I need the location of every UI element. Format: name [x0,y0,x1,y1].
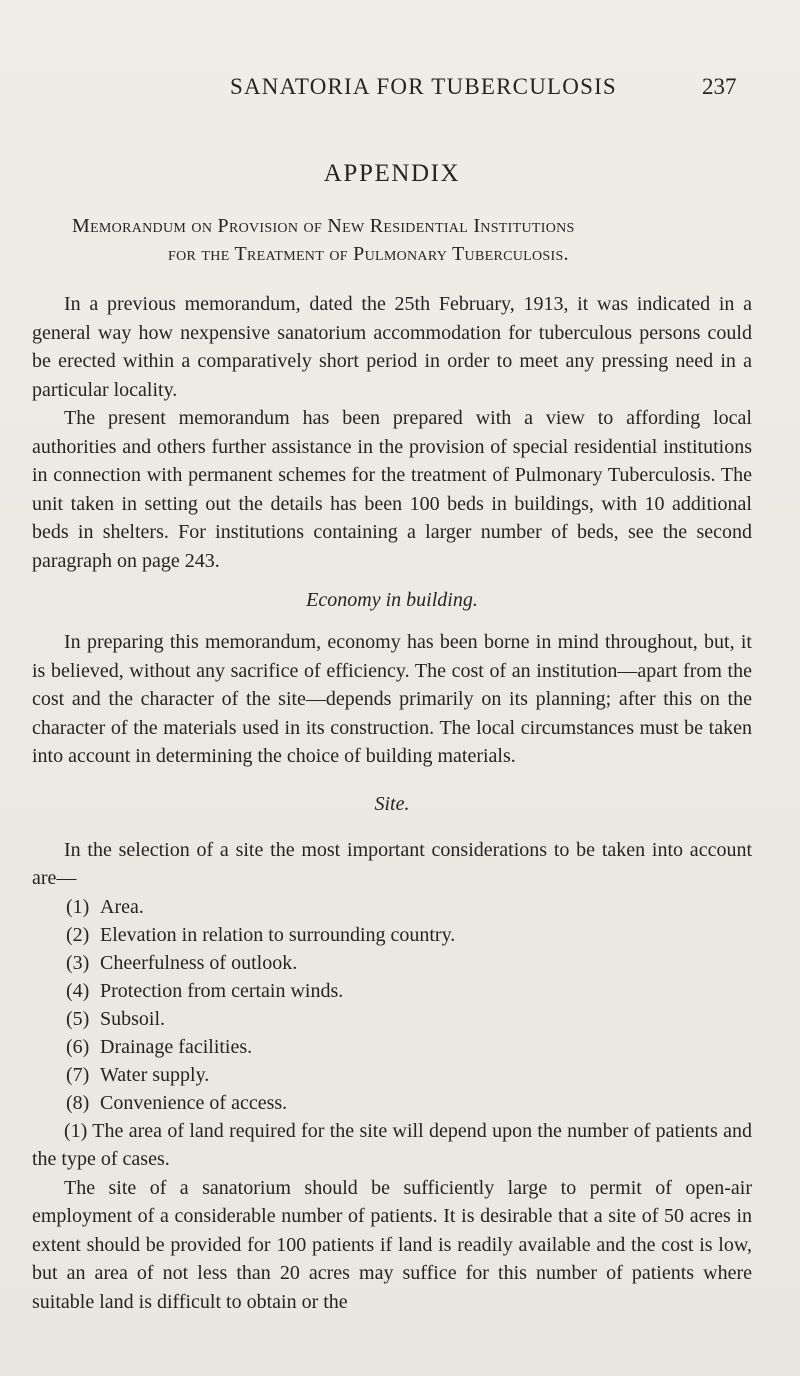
list-item [66,1089,752,1117]
list-item-text: Area. [100,895,144,918]
site-size-paragraph: The site of a sanatorium should be sufficiently large to permit of open-air employment of a considerable number of patients. It is desirable that a site of 50 acres in extent should be provided for 100 patients if land is readily available and the cost is low, but an area of not less than 20 acres may suffice for this number of patients where suitable land is difficult to obtain or the [32,1176,752,1313]
list-item-text: Drainage facilities. [100,1035,253,1058]
list-item-number: (5) [66,1007,90,1030]
economy-paragraph: In preparing this memorandum, economy has been borne in mind throughout, but, it is believed, without any sacrifice of efficiency. The cost of an institution—apart from the cost and the character of the site—depends primarily on its planning; after this on the character of the materials used in its construction. The local circumstances must be taken into account in determining the choice of building materials. [32,631,752,767]
appendix-title: APPENDIX [323,160,461,187]
page-number: 237 [702,74,737,99]
list-item-number: (7) [66,1063,90,1086]
memorandum-heading-line-2: for the Treatment of Pulmonary Tuberculosis. [168,243,569,265]
list-item-text: Protection from certain winds. [100,979,344,1002]
site-considerations-list [32,893,752,1117]
list-item-text: Subsoil. [100,1007,166,1030]
list-item-number: (1) [66,895,90,918]
memorandum-heading [32,212,752,268]
list-item-number: (8) [66,1091,90,1114]
site-section-title: Site. [374,792,410,815]
list-item-number: (6) [66,1035,90,1058]
list-item [66,1005,752,1033]
list-item-number: (3) [66,951,90,974]
site-intro-paragraph: In the selection of a site the most important considerations to be taken into account are— [32,838,752,889]
list-item [66,921,752,949]
list-item-number: (4) [66,979,90,1002]
page-header [0,74,800,108]
list-item [66,1033,752,1061]
list-item [66,977,752,1005]
list-item [66,949,752,977]
list-item [66,893,752,921]
list-item-text: Water supply. [100,1063,210,1086]
running-title: SANATORIA FOR TUBERCULOSIS [230,74,617,99]
memorandum-heading-line-1: Memorandum on Provision of New Residential Institutions [72,215,575,237]
list-item-text: Convenience of access. [100,1091,288,1114]
list-item-text: Cheerfulness of outlook. [100,951,298,974]
intro-paragraph-1: In a previous memorandum, dated the 25th February, 1913, it was indicated in a general way how nexpensive sanatorium accommodation for tuberculous persons could be erected within a comparatively short period in order to meet any pressing need in a particular locality. [32,293,752,401]
list-item-text: Elevation in relation to surrounding country. [100,923,456,946]
economy-section-title: Economy in building. [306,589,478,611]
intro-paragraph-2: The present memorandum has been prepared with a view to affording local authorities and others further assistance in the provision of special residential institutions in connection with permanent schemes for the treatment of Pulmonary Tuberculosis. The unit taken in setting out the details has been 100 beds in buildings, with 10 additional beds in shelters. For institutions containing a larger number of beds, see the second paragraph on page 243. [32,407,752,572]
site-area-paragraph: (1) The area of land required for the site will depend upon the number of patients and the type of cases. [32,1119,752,1170]
list-item-number: (2) [66,923,90,946]
page-content [32,160,752,1316]
list-item [66,1061,752,1089]
